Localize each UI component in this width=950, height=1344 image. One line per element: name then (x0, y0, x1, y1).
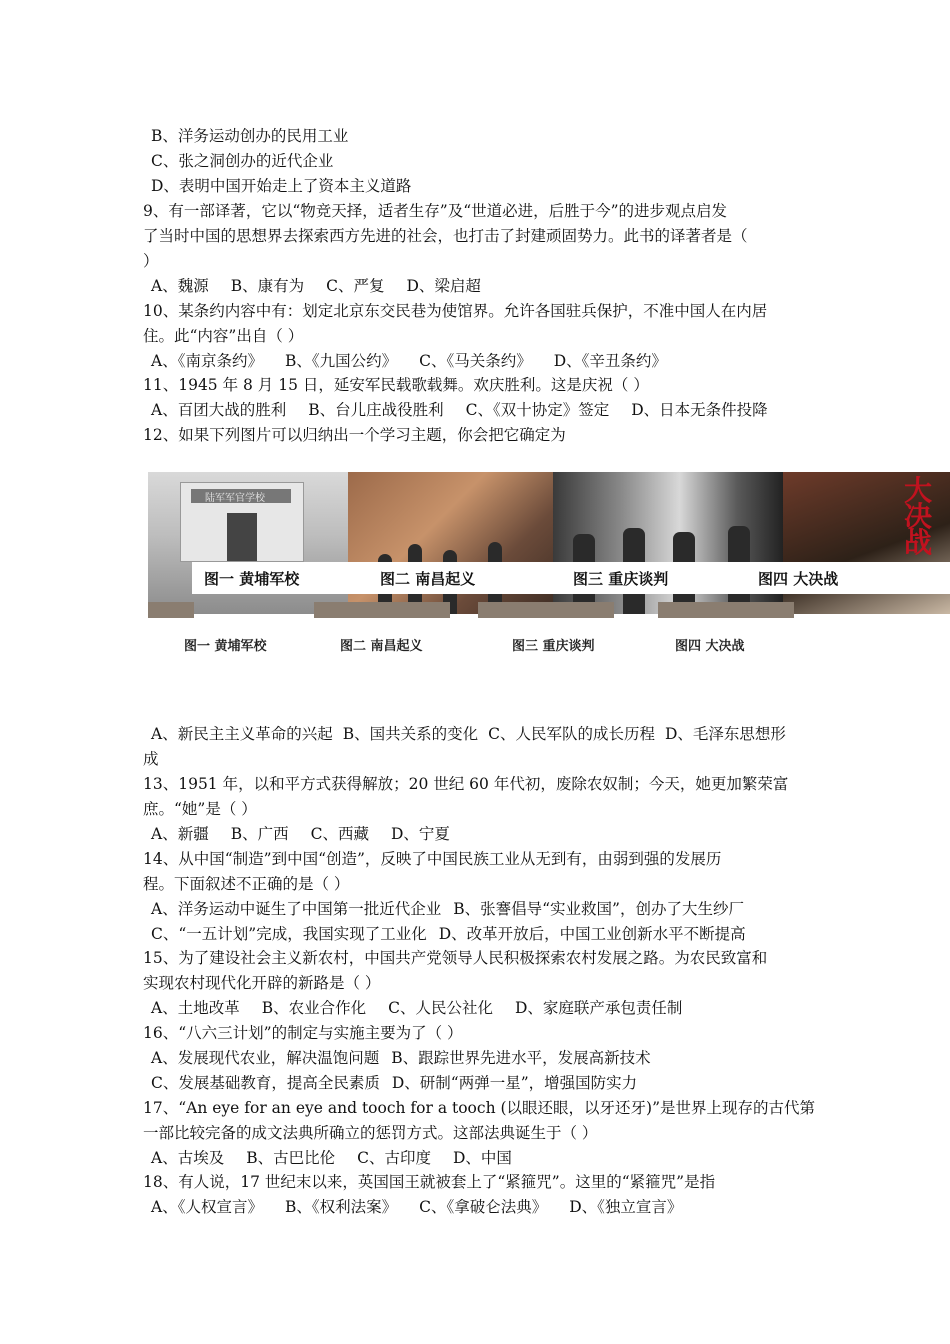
q17-option-c: C、古印度 (357, 1149, 431, 1167)
q15-text-line2: 实现农村现代化开辟的新路是（ ） (143, 974, 381, 992)
q14-option-d: D、改革开放后，中国工业创新水平不断提高 (438, 925, 746, 943)
q9-text-line1: 9、有一部译著，它以“物竞天择，适者生存”及“世道必进，后胜于今”的进步观点启发 (143, 202, 728, 220)
q17-text-line2: 一部比较完备的成文法典所确立的惩罚方式。这部法典诞生于（ ） (143, 1124, 598, 1142)
caption-upper-3: 图三 重庆谈判 (573, 570, 669, 588)
q15-option-b: B、农业合作化 (261, 999, 367, 1017)
q12-option-d-wrap: 成 (143, 750, 159, 768)
q18-option-b: B、《权利法案》 (284, 1198, 398, 1216)
q9-option-c: C、严复 (326, 277, 385, 295)
q14-text-line1: 14、从中国“制造”到中国“创造”，反映了中国民族工业从无到有，由弱到强的发展历 (143, 850, 722, 868)
q16-text: 16、“八六三计划”的制定与实施主要为了（ ） (143, 1024, 463, 1042)
q12-figure (148, 472, 950, 654)
q8-option-d: D、表明中国开始走上了资本主义道路 (151, 177, 412, 195)
q17-options (151, 1147, 512, 1169)
q12-option-b: B、国共关系的变化 (342, 725, 479, 743)
q16-options-ab (151, 1047, 651, 1069)
q16-option-a: A、发展现代农业，解决温饱问题 (151, 1049, 380, 1067)
caption-upper-1: 图一 黄埔军校 (204, 570, 300, 588)
q18-text: 18、有人说，17 世纪末以来，英国国王就被套上了“紧箍咒”。这里的“紧箍咒”是指 (143, 1173, 716, 1191)
q14-text-line2: 程。下面叙述不正确的是（ ） (143, 875, 350, 893)
q15-options (151, 997, 682, 1019)
caption-lower-4: 图四 大决战 (675, 639, 745, 654)
q11-text: 11、1945 年 8 月 15 日，延安军民载歌载舞。欢庆胜利。这是庆祝（ ） (143, 376, 649, 394)
q11-options (151, 399, 768, 421)
q18-option-c: C、《拿破仑法典》 (419, 1198, 548, 1216)
q16-option-b: B、跟踪世界先进水平，发展高新技术 (391, 1049, 651, 1067)
photo-fragment (314, 602, 450, 618)
q17-option-b: B、古巴比伦 (246, 1149, 336, 1167)
q14-option-b: B、张謇倡导“实业救国”，创办了大生纱厂 (453, 900, 744, 918)
q13-text-line2: 庶。“她”是（ ） (143, 800, 257, 818)
q13-option-c: C、西藏 (310, 825, 369, 843)
caption-upper-2: 图二 南昌起义 (380, 570, 476, 588)
q11-option-a: A、百团大战的胜利 (151, 401, 287, 419)
q13-option-a: A、新疆 (151, 825, 209, 843)
photo-fragment (478, 602, 614, 618)
q18-option-d: D、《独立宣言》 (569, 1198, 683, 1216)
q10-text-line1: 10、某条约内容中有：划定北京东交民巷为使馆界。允许各国驻兵保护，不准中国人在内居 (143, 302, 768, 320)
q15-option-a: A、土地改革 (151, 999, 240, 1017)
q12-option-a: A、新民主主义革命的兴起 (151, 725, 333, 743)
q11-option-c: C、《双十协定》签定 (465, 401, 610, 419)
q9-text-line2: 了当时中国的思想界去探索西方先进的社会，也打击了封建顽固势力。此书的译著者是（ (143, 227, 748, 245)
q17-option-a: A、古埃及 (151, 1149, 225, 1167)
q15-option-c: C、人民公社化 (388, 999, 493, 1017)
q16-option-d: D、研制“两弹一星”，增强国防实力 (391, 1074, 638, 1092)
caption-upper-4: 图四 大决战 (758, 570, 839, 588)
q9-option-d: D、梁启超 (406, 277, 481, 295)
q11-option-b: B、台儿庄战役胜利 (308, 401, 444, 419)
q18-option-a: A、《人权宣言》 (151, 1198, 263, 1216)
q12-option-c: C、人民军队的成长历程 (488, 725, 655, 743)
q15-option-d: D、家庭联产承包责任制 (514, 999, 683, 1017)
q16-options-cd (151, 1072, 637, 1094)
q14-option-c: C、“一五计划”完成，我国实现了工业化 (151, 925, 427, 943)
q13-text-line1: 13、1951 年，以和平方式获得解放；20 世纪 60 年代初，废除农奴制；今天，她更加繁荣富 (143, 775, 789, 793)
q12-options (151, 723, 786, 745)
caption-lower-3: 图三 重庆谈判 (512, 639, 595, 654)
q9-options (151, 275, 481, 297)
photo-fragment (658, 602, 794, 618)
academy-gate (180, 482, 304, 562)
gate-door (227, 513, 257, 561)
q11-option-d: D、日本无条件投降 (631, 401, 768, 419)
q12-option-d: D、毛泽东思想形 (664, 725, 786, 743)
q16-option-c: C、发展基础教育，提高全民素质 (151, 1074, 380, 1092)
q13-option-b: B、广西 (230, 825, 289, 843)
q9-text-line3: ） (143, 252, 159, 270)
q17-text-line1: 17、“An eye for an eye and tooch for a tooch (以眼还眼，以牙还牙)”是世界上现存的古代第 (143, 1099, 815, 1117)
q10-text-line2: 住。此“内容”出自（ ） (143, 327, 304, 345)
q13-option-d: D、宁夏 (390, 825, 450, 843)
q17-option-d: D、中国 (452, 1149, 512, 1167)
q10-option-d: D、《辛丑条约》 (553, 352, 667, 370)
q18-options (151, 1196, 682, 1218)
photo-fragment (148, 602, 194, 618)
q10-option-a: A、《南京条约》 (151, 352, 263, 370)
poster-title: 大决战 (904, 474, 933, 559)
gate-sign-text: 陆军军官学校 (205, 493, 265, 504)
q13-options (151, 823, 450, 845)
q14-options-cd (151, 923, 746, 945)
caption-lower-2: 图二 南昌起义 (340, 639, 423, 654)
q14-options-ab (151, 898, 744, 920)
caption-lower-1: 图一 黄埔军校 (184, 639, 267, 654)
gate-sign (191, 489, 291, 503)
q8-option-b: B、洋务运动创办的民用工业 (151, 127, 349, 145)
q15-text-line1: 15、为了建设社会主义新农村，中国共产党领导人民积极探索农村发展之路。为农民致富和 (143, 949, 768, 967)
q10-option-c: C、《马关条约》 (419, 352, 532, 370)
q9-option-b: B、康有为 (230, 277, 305, 295)
q10-option-b: B、《九国公约》 (284, 352, 398, 370)
q9-option-a: A、魏源 (151, 277, 209, 295)
q10-options (151, 350, 667, 372)
q14-option-a: A、洋务运动中诞生了中国第一批近代企业 (151, 900, 442, 918)
q12-text: 12、如果下列图片可以归纳出一个学习主题，你会把它确定为 (143, 426, 566, 444)
q8-option-c: C、张之洞创办的近代企业 (151, 152, 334, 170)
